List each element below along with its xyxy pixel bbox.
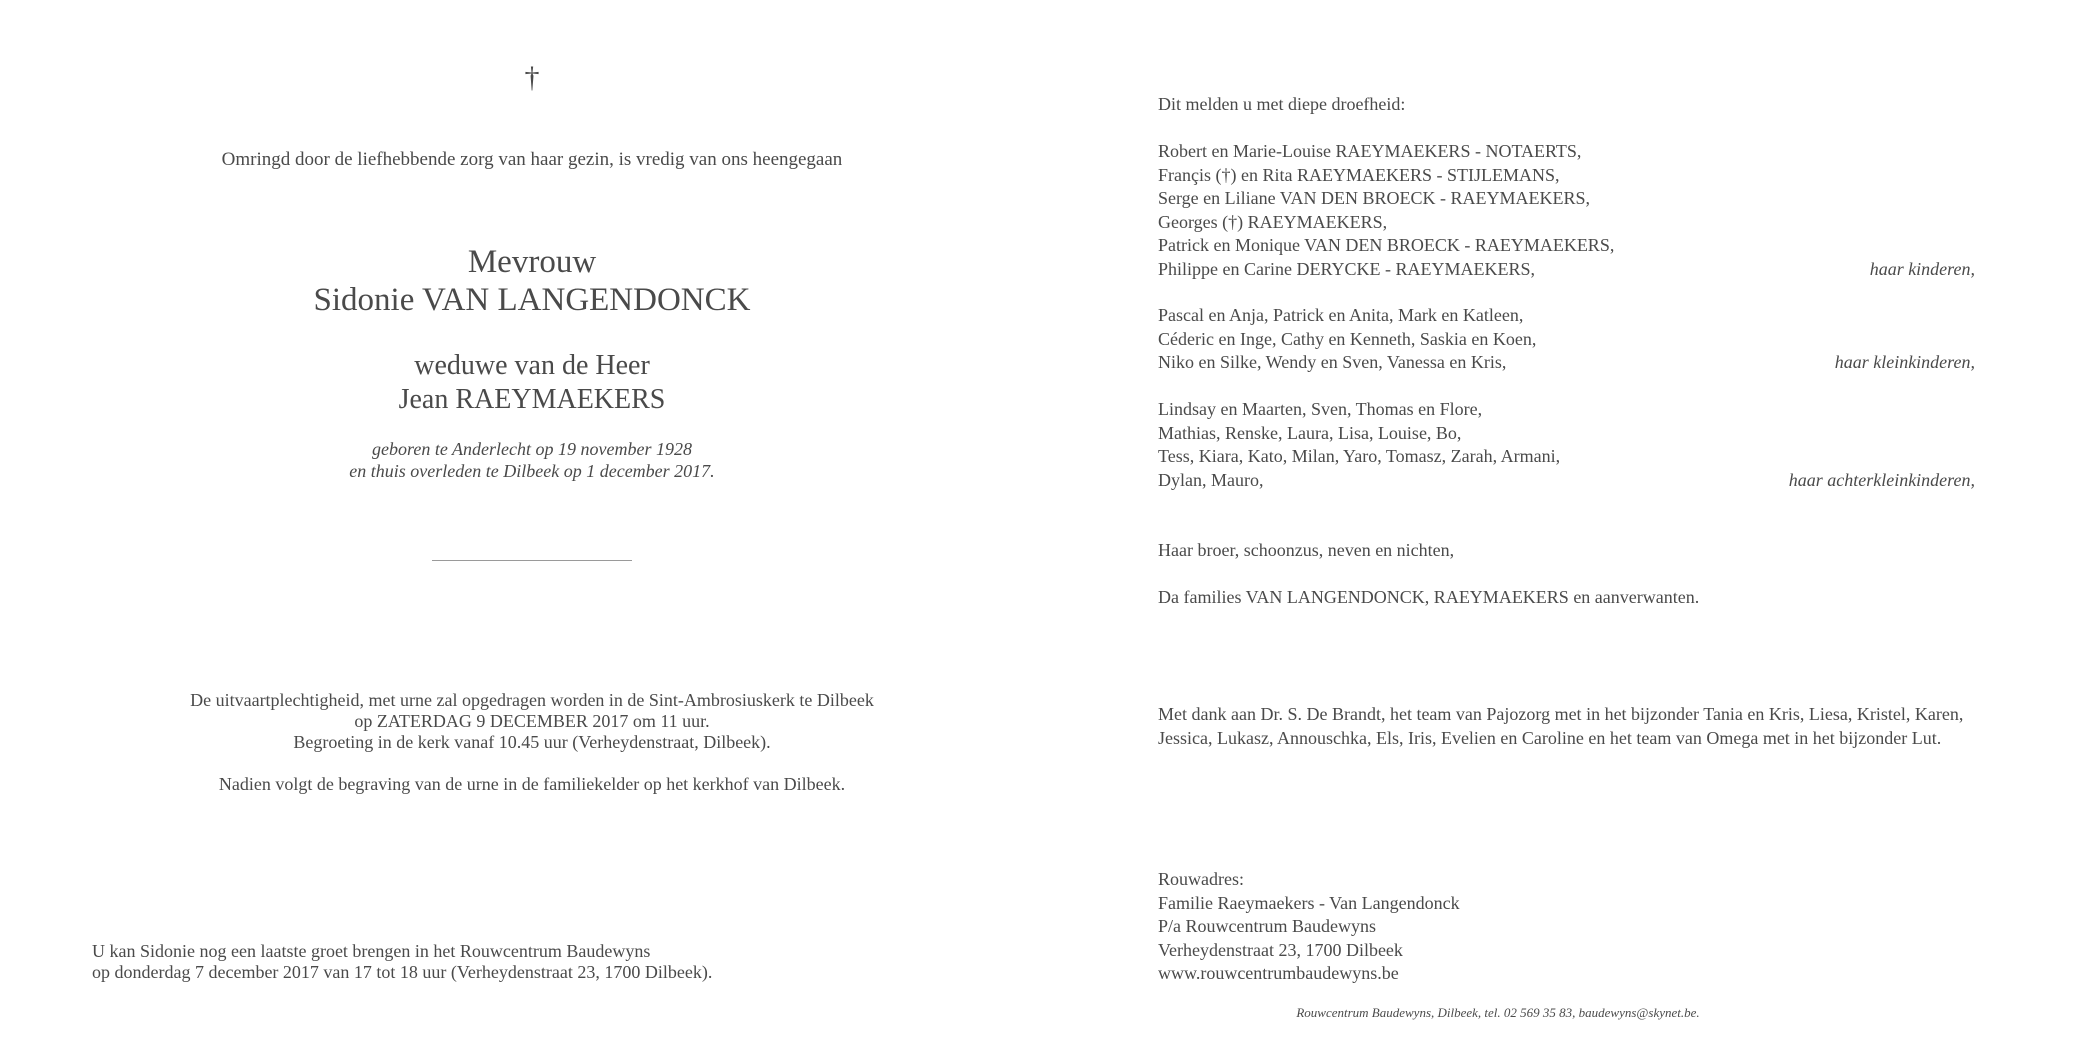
widow-label: weduwe van de Heer bbox=[414, 350, 650, 381]
list-item: Lindsay en Maarten, Sven, Thomas en Flore, bbox=[1158, 399, 1483, 419]
divider-line bbox=[432, 560, 632, 561]
list-item: Philippe en Carine DERYCKE - RAEYMAEKERS, bbox=[1158, 258, 1535, 279]
list-item: Serge en Liliane VAN DEN BROECK - RAEYMAEKERS, bbox=[1158, 188, 1590, 209]
death-line: en thuis overleden te Dilbeek op 1 december 2017. bbox=[349, 461, 715, 481]
funeral-line: De uitvaartplechtigheid, met urne zal opgedragen worden in de Sint-Ambrosiuskerk te Dilbeek bbox=[190, 690, 874, 710]
deceased-name: Sidonie VAN LANGENDONCK bbox=[313, 282, 751, 318]
list-item: Niko en Silke, Wendy en Sven, Vanessa en Kris, bbox=[1158, 352, 1507, 373]
list-item: Patrick en Monique VAN DEN BROECK - RAEYMAEKERS, bbox=[1158, 235, 1615, 256]
siblings-line: Haar broer, schoonzus, neven en nichten, bbox=[1158, 540, 1455, 560]
great-grandchildren-role-label: haar achterkleinkinderen, bbox=[1788, 469, 1975, 490]
list-item: Georges (†) RAEYMAEKERS, bbox=[1158, 211, 1388, 232]
children-role-label: haar kinderen, bbox=[1869, 258, 1975, 279]
life-dates bbox=[0, 438, 1064, 482]
website-link[interactable]: www.rouwcentrumbaudewyns.be bbox=[1158, 963, 1399, 984]
title-honorific: Mevrouw bbox=[467, 244, 597, 280]
visitation-line: U kan Sidonie nog een laatste groet brengen in het Rouwcentrum Baudewyns bbox=[92, 941, 651, 961]
address-line: P/a Rouwcentrum Baudewyns bbox=[1158, 916, 1376, 937]
funeral-info bbox=[0, 690, 1064, 753]
funeral-date-line: op ZATERDAG 9 DECEMBER 2017 om 11 uur. bbox=[354, 711, 710, 731]
greeting-line: Begroeting in de kerk vanaf 10.45 uur (Verheydenstraat, Dilbeek). bbox=[293, 732, 771, 752]
list-item: Pascal en Anja, Patrick en Anita, Mark en Katleen, bbox=[1158, 305, 1524, 325]
intro-text: Omringd door de liefhebbende zorg van haar gezin, is vredig van ons heengegaan bbox=[221, 149, 843, 170]
grandchildren-role-label: haar kleinkinderen, bbox=[1834, 352, 1975, 373]
list-item: Céderic en Inge, Cathy en Kenneth, Saskia en Koen, bbox=[1158, 328, 1537, 349]
thanks-text bbox=[1158, 703, 1988, 750]
funeral-home-footer: Rouwcentrum Baudewyns, Dilbeek, tel. 02 569 35 83, baudewyns@skynet.be. bbox=[1296, 1005, 1700, 1020]
deceased-title bbox=[0, 243, 1064, 319]
list-item: Dylan, Mauro, bbox=[1158, 469, 1264, 490]
families-line: Da families VAN LANGENDONCK, RAEYMAEKERS en aanverwanten. bbox=[1158, 587, 1700, 607]
announcement-heading: Dit melden u met diepe droefheid: bbox=[1158, 94, 1406, 114]
birth-line: geboren te Anderlecht op 19 november 1928 bbox=[372, 439, 692, 459]
thanks-line: Jessica, Lukasz, Annouschka, Els, Iris, Evelien en Caroline en het team van Omega met in het bijzonder Lut. bbox=[1158, 727, 1942, 748]
list-item: Mathias, Renske, Laura, Lisa, Louise, Bo, bbox=[1158, 422, 1462, 443]
great-grandchildren-list bbox=[1158, 398, 1978, 492]
visitation-info bbox=[92, 941, 712, 983]
widow-of bbox=[0, 349, 1064, 417]
list-item: Tess, Kiara, Kato, Milan, Yaro, Tomasz, Zarah, Armani, bbox=[1158, 446, 1561, 467]
mourning-address bbox=[1158, 868, 1460, 986]
grandchildren-list bbox=[1158, 304, 1978, 375]
list-item: Robert en Marie-Louise RAEYMAEKERS - NOTAERTS, bbox=[1158, 141, 1582, 161]
address-heading: Rouwadres: bbox=[1158, 869, 1244, 889]
list-item: Françis (†) en Rita RAEYMAEKERS - STIJLEMANS, bbox=[1158, 164, 1560, 185]
thanks-line: Met dank aan Dr. S. De Brandt, het team van Pajozorg met in het bijzonder Tania en Kris, Liesa, Kristel, Karen, bbox=[1158, 704, 1964, 724]
visitation-date-line: op donderdag 7 december 2017 van 17 tot 18 uur (Verheydenstraat 23, 1700 Dilbeek). bbox=[92, 962, 713, 982]
cross-symbol: † bbox=[524, 61, 540, 94]
address-line: Verheydenstraat 23, 1700 Dilbeek bbox=[1158, 939, 1403, 960]
address-line: Familie Raeymaekers - Van Langendonck bbox=[1158, 892, 1460, 913]
children-list bbox=[1158, 140, 1978, 282]
spouse-name: Jean RAEYMAEKERS bbox=[398, 384, 666, 415]
burial-info: Nadien volgt de begraving van de urne in de familiekelder op het kerkhof van Dilbeek. bbox=[218, 774, 846, 794]
